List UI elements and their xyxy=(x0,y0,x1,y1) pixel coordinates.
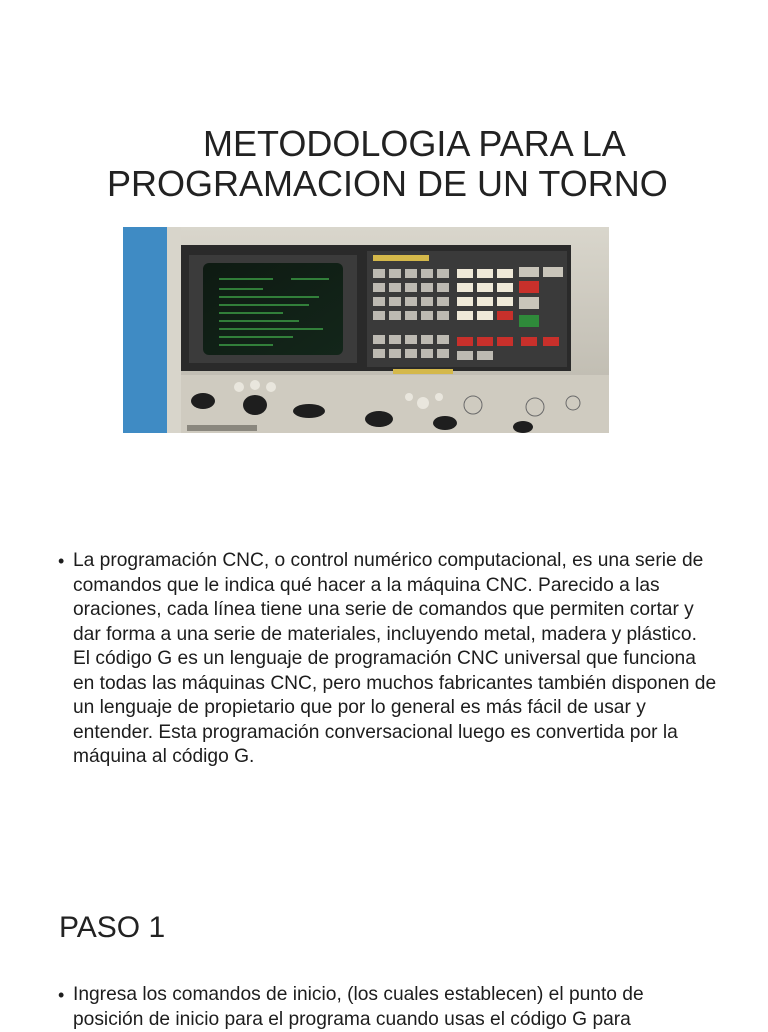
bullet-text: La programación CNC, o control numérico computacional, es una serie de comandos que le indica qué hacer a la máquina CNC. Parecido a las oraciones, cada línea tiene una serie de comandos que permiten cortar y dar forma a una serie de materiales, incluyendo metal, madera y plástico. El código G es un lenguaje de programación CNC universal que funciona en todas las máquinas CNC, pero muchos fabricantes también disponen de un lenguaje de propietario que por lo general es más fácil de usar y entender. Esta programación conversacional luego es convertida por la máquina al código G. xyxy=(73,550,717,767)
bullet-paragraph-paso-1 xyxy=(58,983,718,1032)
bullet-text: Ingresa los comandos de inicio, (los cuales establecen) el punto de posición de inicio para el programa cuando usas el código G para xyxy=(73,984,644,1030)
section-heading-paso-1: PASO 1 xyxy=(59,911,166,944)
slide-title-line1: METODOLOGIA PARA LA xyxy=(203,123,626,164)
bullet-marker: • xyxy=(58,551,65,571)
cnc-panel-image xyxy=(123,227,609,433)
bullet-paragraph-cnc xyxy=(58,549,718,770)
slide-title-line2: PROGRAMACION DE UN TORNO xyxy=(107,163,668,204)
slide-title xyxy=(107,124,707,204)
bullet-marker: • xyxy=(58,985,65,1005)
